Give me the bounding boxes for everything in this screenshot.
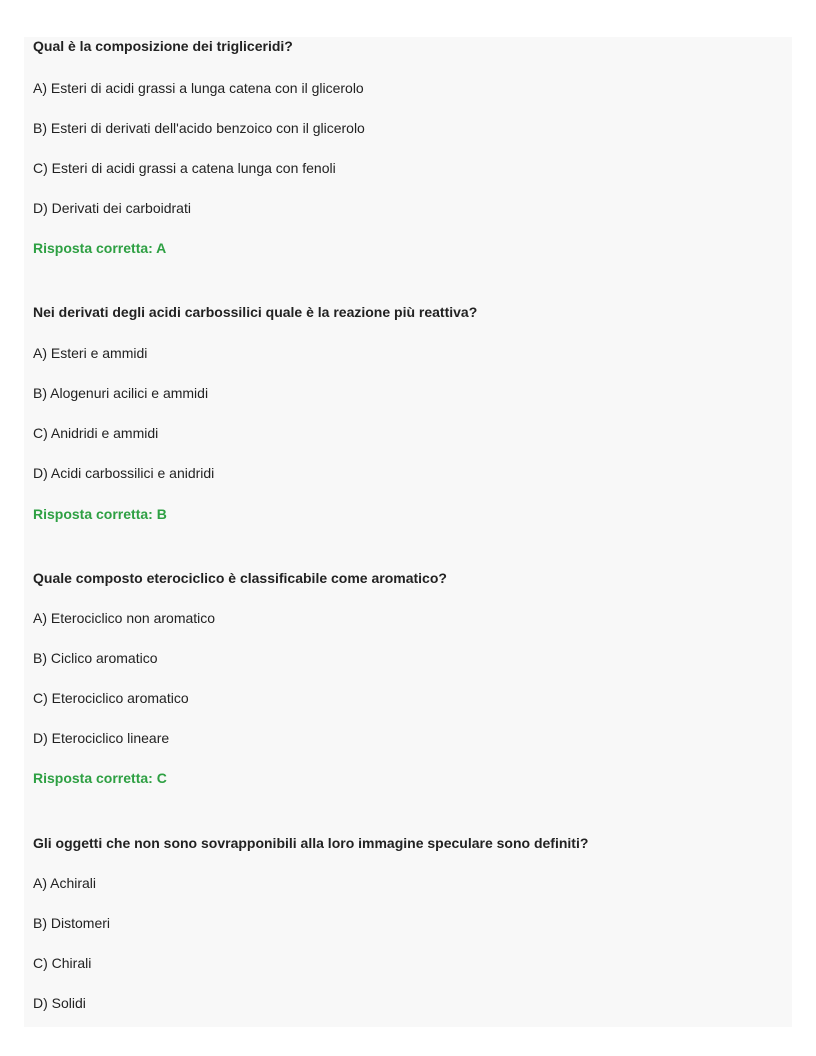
option-d: D) Eterociclico lineare <box>33 730 170 746</box>
quiz-panel <box>24 37 792 1027</box>
option-a: A) Eterociclico non aromatico <box>33 610 216 626</box>
option-a: A) Achirali <box>33 875 97 891</box>
option-b: B) Ciclico aromatico <box>33 650 158 666</box>
correct-answer: Risposta corretta: C <box>33 770 167 786</box>
correct-answer: Risposta corretta: A <box>33 240 167 256</box>
question-text: Gli oggetti che non sono sovrapponibili alla loro immagine speculare sono definiti? <box>33 835 589 851</box>
option-d: D) Derivati dei carboidrati <box>33 200 191 216</box>
option-c: C) Chirali <box>33 955 92 971</box>
question-text: Qual è la composizione dei trigliceridi? <box>33 38 293 54</box>
option-d: D) Acidi carbossilici e anidridi <box>33 465 215 481</box>
option-d: D) Solidi <box>33 995 86 1011</box>
option-b: B) Distomeri <box>33 915 111 931</box>
correct-answer: Risposta corretta: B <box>33 506 167 522</box>
question-text: Nei derivati degli acidi carbossilici quale è la reazione più reattiva? <box>33 304 478 320</box>
option-a: A) Esteri di acidi grassi a lunga catena con il glicerolo <box>33 80 364 96</box>
option-b: B) Alogenuri acilici e ammidi <box>33 385 209 401</box>
option-c: C) Esteri di acidi grassi a catena lunga con fenoli <box>33 160 336 176</box>
option-b: B) Esteri di derivati dell'acido benzoico con il glicerolo <box>33 120 365 136</box>
question-text: Quale composto eterociclico è classificabile come aromatico? <box>33 570 447 586</box>
option-c: C) Eterociclico aromatico <box>33 690 189 706</box>
option-c: C) Anidridi e ammidi <box>33 425 159 441</box>
option-a: A) Esteri e ammidi <box>33 345 148 361</box>
